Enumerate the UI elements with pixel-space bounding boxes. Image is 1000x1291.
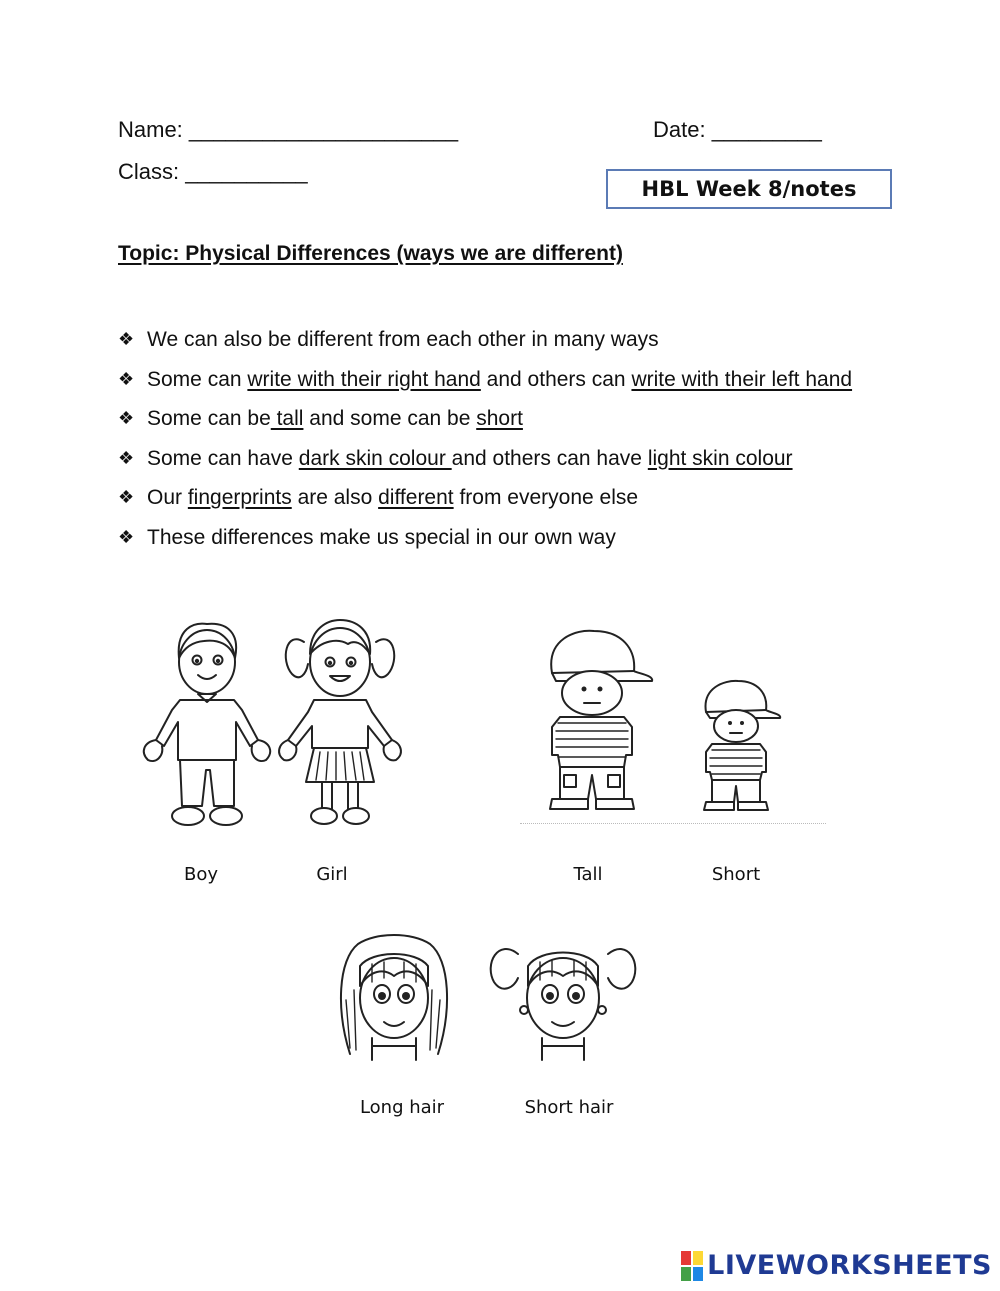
- ground-divider: [520, 823, 826, 824]
- liveworksheets-mark-icon: [681, 1251, 703, 1281]
- boy-illustration: [132, 614, 282, 830]
- caption-boy: Boy: [183, 864, 219, 885]
- diamond-bullet-icon: ❖: [118, 526, 135, 547]
- diamond-bullet-icon: ❖: [118, 329, 135, 349]
- diamond-bullet-icon: ❖: [118, 368, 135, 389]
- caption-tall: Tall: [573, 864, 603, 885]
- tall-kid-illustration: [536, 625, 660, 815]
- caption-short: Short: [711, 864, 761, 885]
- short-hair-girl-illustration: [484, 930, 642, 1062]
- class-field-label: Class: __________: [118, 159, 308, 184]
- caption-girl: Girl: [316, 864, 348, 885]
- caption-long-hair: Long hair: [359, 1097, 445, 1118]
- bullet-item: ❖ Some can have dark skin colour and others can have light skin colour: [118, 439, 888, 479]
- bullet-item: ❖ Some can be tall and some can be short: [118, 399, 888, 439]
- date-field-label: Date: _________: [653, 117, 822, 142]
- name-field-label: Name: ______________________: [118, 117, 459, 142]
- bullet-item: ❖ These differences make us special in our own way: [118, 518, 888, 558]
- topic-heading: Topic: Physical Differences (ways we are different): [118, 242, 623, 265]
- diamond-bullet-icon: ❖: [118, 447, 135, 468]
- week-tag-text: HBL Week 8/notes: [641, 177, 857, 201]
- bullet-item: ❖ We can also be different from each other in many ways: [118, 320, 888, 360]
- diamond-bullet-icon: ❖: [118, 408, 135, 428]
- bullet-item: ❖ Our fingerprints are also different from everyone else: [118, 478, 888, 518]
- week-tag-box: [606, 169, 892, 209]
- short-kid-illustration: [696, 678, 788, 812]
- liveworksheets-logo-text: LIVEWORKSHEETS: [707, 1250, 992, 1281]
- bullet-list: [118, 320, 888, 557]
- diamond-bullet-icon: ❖: [118, 487, 135, 507]
- bullet-item: ❖ Some can write with their right hand and others can write with their left hand: [118, 360, 888, 400]
- liveworksheets-logo: [681, 1250, 992, 1281]
- caption-short-hair: Short hair: [524, 1097, 614, 1118]
- girl-illustration: [276, 612, 404, 830]
- long-hair-girl-illustration: [332, 930, 456, 1062]
